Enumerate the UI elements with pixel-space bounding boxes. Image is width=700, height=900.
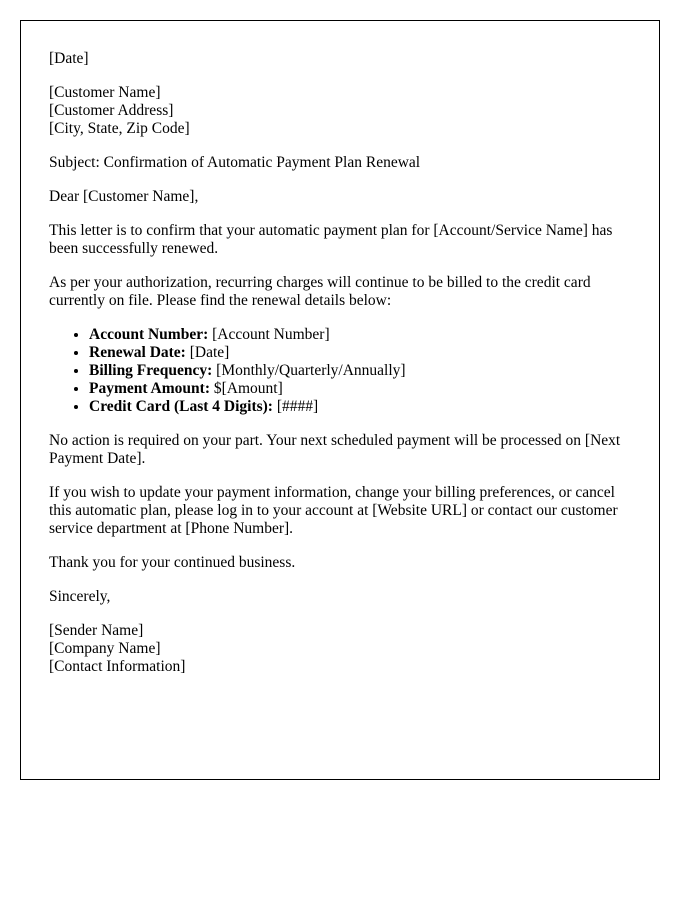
paragraph-update-info: If you wish to update your payment information, change your billing preferences, or cancel this automatic plan, please log in to your account at [Website URL] or contact our customer service department at [Phone Number].: [49, 484, 618, 537]
detail-value: $[Amount]: [209, 380, 283, 397]
recipient-name: [Customer Name]: [49, 84, 161, 101]
detail-value: [Date]: [185, 344, 230, 361]
recipient-address-block: [49, 84, 631, 138]
paragraph-thanks: Thank you for your continued business.: [49, 554, 296, 571]
sender-name: [Sender Name]: [49, 622, 144, 639]
renewal-details-list: [49, 326, 631, 416]
detail-billing-frequency: [89, 362, 631, 380]
recipient-city-state-zip: [City, State, Zip Code]: [49, 120, 190, 137]
detail-label: Billing Frequency:: [89, 362, 213, 379]
detail-label: Credit Card (Last 4 Digits):: [89, 398, 273, 415]
detail-label: Account Number:: [89, 326, 209, 343]
detail-value: [Account Number]: [208, 326, 330, 343]
sender-contact: [Contact Information]: [49, 658, 186, 675]
detail-value: [####]: [272, 398, 319, 415]
letter-subject: Subject: Confirmation of Automatic Payment Plan Renewal: [49, 154, 421, 171]
letter-salutation: Dear [Customer Name],: [49, 188, 199, 205]
detail-label: Payment Amount:: [89, 380, 210, 397]
paragraph-next-payment: No action is required on your part. Your next scheduled payment will be processed on [Next Payment Date].: [49, 432, 621, 467]
detail-credit-card: [89, 398, 631, 416]
letter-page: [20, 20, 660, 780]
letter-closing: Sincerely,: [49, 588, 111, 605]
detail-account-number: [89, 326, 631, 344]
paragraph-confirmation: This letter is to confirm that your automatic payment plan for [Account/Service Name] has been successfully renewed.: [49, 222, 613, 257]
letter-date: [Date]: [49, 50, 89, 67]
sender-signature-block: [49, 622, 631, 676]
sender-company: [Company Name]: [49, 640, 161, 657]
detail-payment-amount: [89, 380, 631, 398]
detail-label: Renewal Date:: [89, 344, 186, 361]
detail-renewal-date: [89, 344, 631, 362]
paragraph-authorization: As per your authorization, recurring charges will continue to be billed to the credit card currently on file. Please find the renewal details below:: [49, 274, 591, 309]
detail-value: [Monthly/Quarterly/Annually]: [212, 362, 406, 379]
recipient-address: [Customer Address]: [49, 102, 174, 119]
